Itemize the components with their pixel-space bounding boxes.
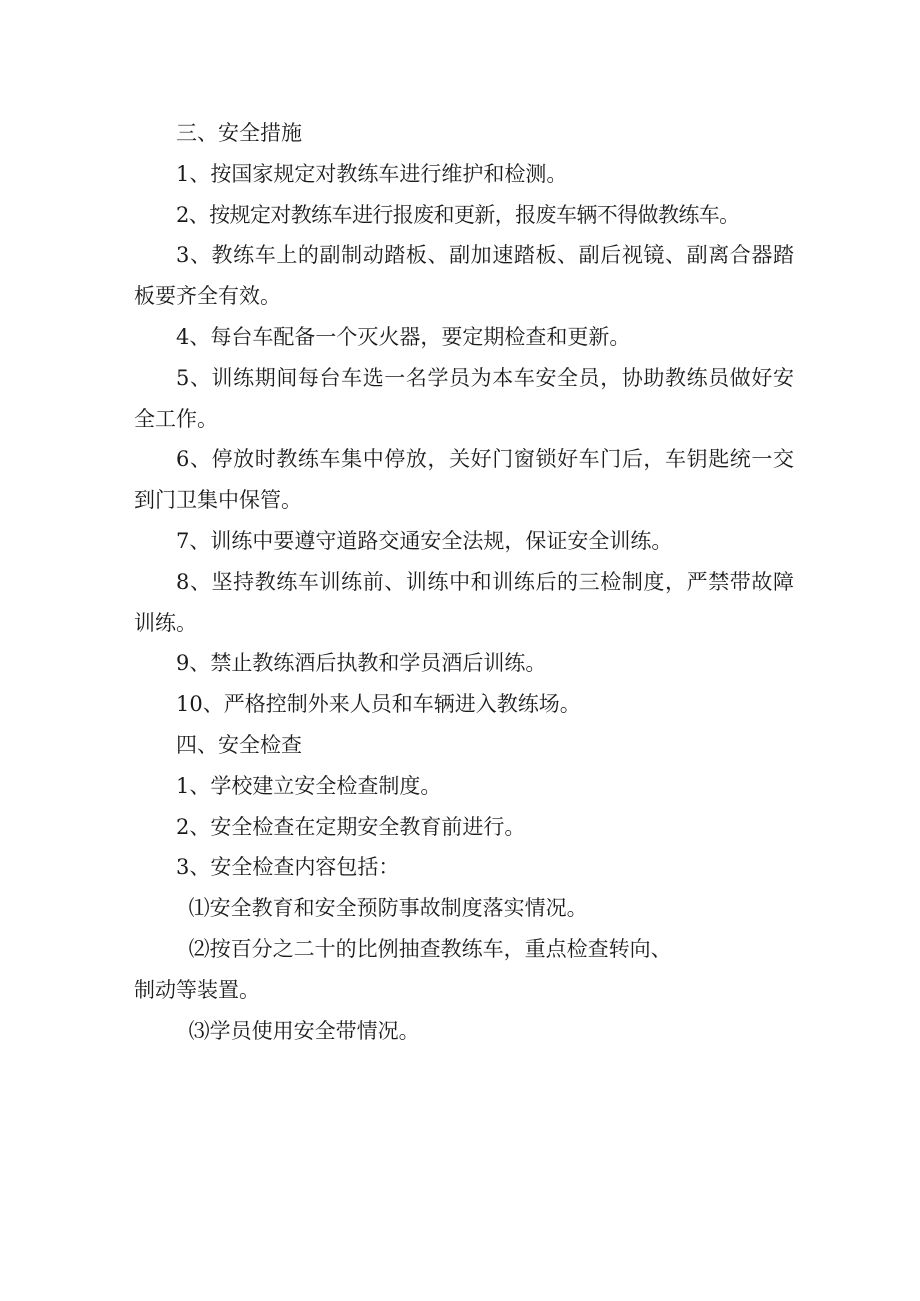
paragraph-inspection-item-2: ⑵按百分之二十的比例抽查教练车，重点检查转向、 [188, 936, 672, 961]
section-heading-safety-measures: 三、安全措施 [176, 121, 302, 145]
paragraph-measure-2: 2、按规定对教练车进行报废和更新，报废车辆不得做教练车。 [176, 202, 740, 227]
paragraph-measure-1: 1、按国家规定对教练车进行维护和检测。 [176, 161, 568, 186]
document-body [134, 113, 794, 1051]
paragraph-measure-3: 3、教练车上的副制动踏板、副加速踏板、副后视镜、副离合器踏板要齐全有效。 [134, 243, 794, 309]
paragraph-measure-5: 5、训练期间每台车选一名学员为本车安全员，协助教练员做好安全工作。 [134, 365, 794, 431]
paragraph-inspection-item-2-continuation: 制动等装置。 [134, 977, 260, 1002]
paragraph-measure-10: 10、严格控制外来人员和车辆进入教练场。 [176, 692, 581, 717]
paragraph-inspection-3: 3、安全检查内容包括： [176, 855, 400, 880]
paragraph-measure-6: 6、停放时教练车集中停放，关好门窗锁好车门后，车钥匙统一交到门卫集中保管。 [134, 447, 794, 513]
paragraph-inspection-2: 2、安全检查在定期安全教育前进行。 [176, 814, 526, 839]
paragraph-measure-4: 4、每台车配备一个灭火器，要定期检查和更新。 [176, 324, 631, 349]
section-heading-safety-inspection: 四、安全检查 [176, 732, 302, 757]
paragraph-measure-9: 9、禁止教练酒后执教和学员酒后训练。 [176, 651, 547, 676]
paragraph-inspection-item-1: ⑴安全教育和安全预防事故制度落实情况。 [188, 896, 588, 921]
paragraph-inspection-1: 1、学校建立安全检查制度。 [176, 773, 442, 798]
paragraph-measure-8: 8、坚持教练车训练前、训练中和训练后的三检制度，严禁带故障训练。 [134, 569, 794, 635]
paragraph-inspection-item-3: ⑶学员使用安全带情况。 [188, 1018, 420, 1043]
paragraph-measure-7: 7、训练中要遵守道路交通安全法规，保证安全训练。 [176, 528, 673, 553]
